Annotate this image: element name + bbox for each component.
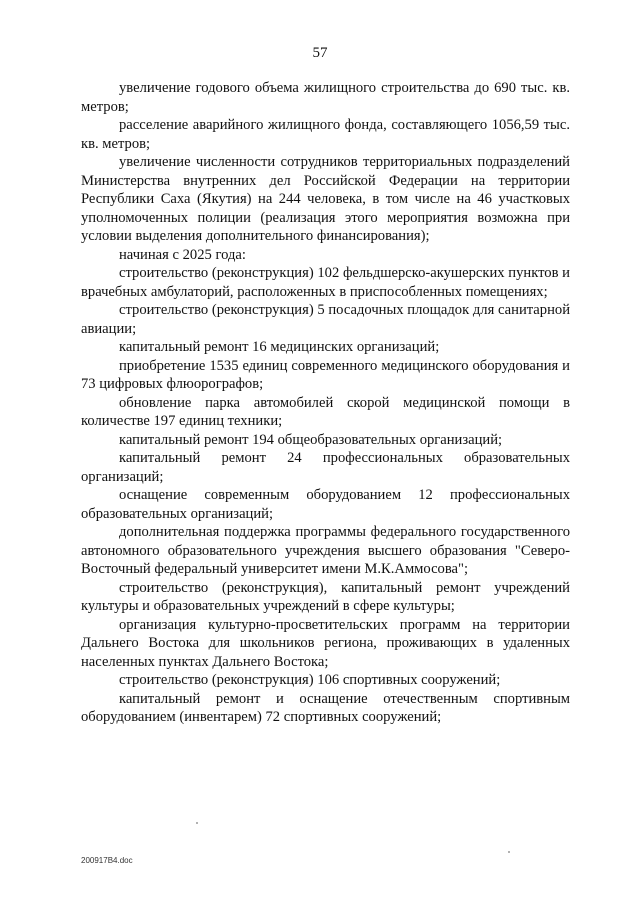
paragraph: строительство (реконструкция), капитальный ремонт учреждений культуры и образовательных учреждений в сфере культуры;	[81, 579, 570, 614]
paragraph: начиная с 2025 года:	[119, 246, 246, 263]
paragraph: дополнительная поддержка программы федерального государственного автономного образовательного учреждения высшего образования "Северо-Восточный федеральный университет имени М.К.Аммосова";	[81, 524, 570, 577]
paragraph: организация культурно-просветительских программ на территории Дальнего Востока для школьников региона, проживающих в удаленных населенных пунктах Дальнего Востока;	[81, 616, 570, 670]
paragraph: увеличение годового объема жилищного строительства до 690 тыс. кв. метров;	[81, 80, 570, 115]
paragraph: увеличение численности сотрудников территориальных подразделений Министерства внутренних дел Российской Федерации на территории Республики Саха (Якутия) на 244 человека, в том числе на 46 участковых уполномоченных полиции (реализация этого мероприятия возможна при условии выделения дополнительного финансирования);	[81, 154, 570, 244]
paragraph: капитальный ремонт и оснащение отечественным спортивным оборудованием (инвентарем) 72 спортивных сооружений;	[81, 690, 570, 725]
page-number: 57	[312, 45, 328, 61]
paragraph: капитальный ремонт 194 общеобразовательных организаций;	[119, 431, 503, 448]
paragraph: обновление парка автомобилей скорой медицинской помощи в количестве 197 единиц техники;	[81, 394, 570, 429]
paragraph: оснащение современным оборудованием 12 профессиональных образовательных организаций;	[81, 487, 570, 522]
scan-speck	[196, 822, 198, 824]
paragraph: строительство (реконструкция) 106 спортивных сооружений;	[119, 672, 501, 688]
paragraph: строительство (реконструкция) 5 посадочных площадок для санитарной авиации;	[81, 302, 570, 337]
paragraph: приобретение 1535 единиц современного медицинского оборудования и 73 цифровых флюорографов;	[81, 357, 570, 392]
document-body	[81, 79, 570, 727]
paragraph: строительство (реконструкция) 102 фельдшерско-акушерских пунктов и врачебных амбулаторий, расположенных в приспособленных помещениях;	[81, 265, 570, 300]
scan-speck	[508, 851, 510, 853]
paragraph: капитальный ремонт 16 медицинских организаций;	[119, 339, 440, 355]
paragraph: расселение аварийного жилищного фонда, составляющего 1056,59 тыс. кв. метров;	[81, 117, 570, 152]
paragraph: капитальный ремонт 24 профессиональных образовательных организаций;	[81, 450, 570, 485]
document-footer: 200917B4.doc	[81, 856, 133, 865]
